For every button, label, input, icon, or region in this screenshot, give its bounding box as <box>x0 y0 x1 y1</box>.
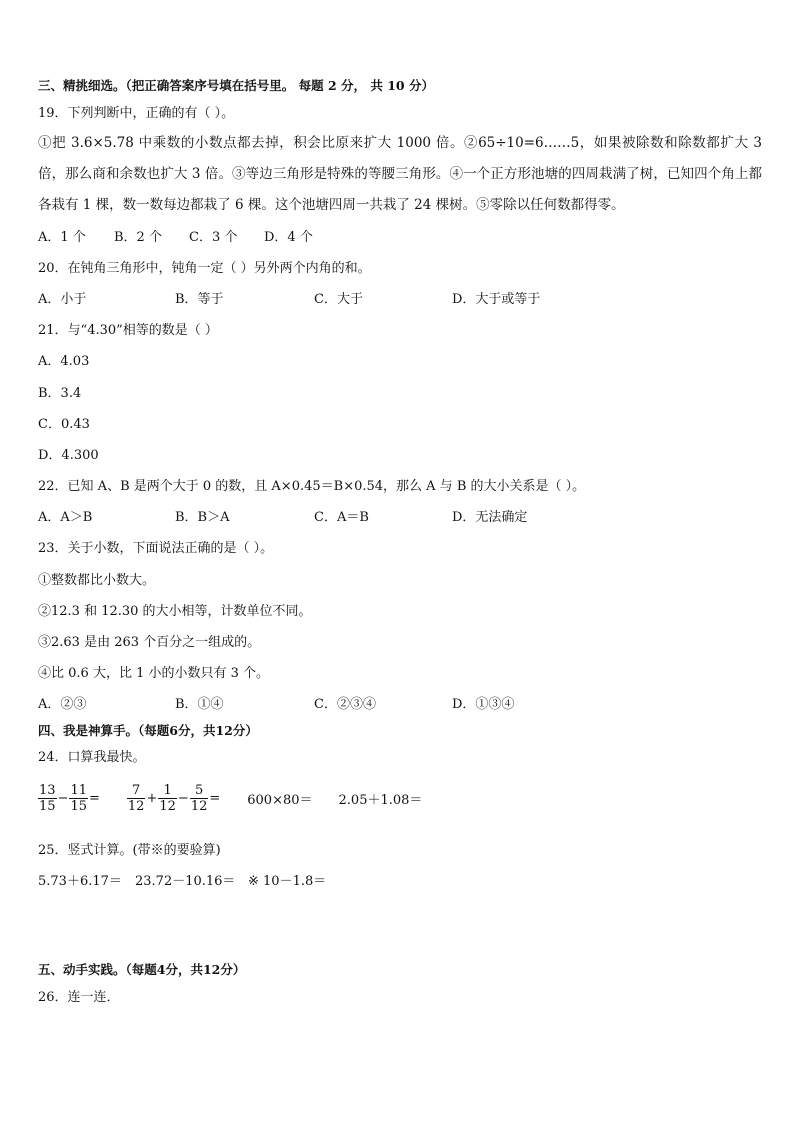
q23-option-a[interactable]: A．②③ <box>38 697 87 712</box>
q22-option-c[interactable]: C．A＝B <box>314 510 369 525</box>
q26-stem: 26．连一连． <box>38 990 120 1005</box>
q21-option-c[interactable]: C．0.43 <box>38 417 90 432</box>
q19-option-d[interactable]: D．4 个 <box>264 230 313 245</box>
q24-e2-operator-2: − <box>177 791 189 806</box>
q23-statement-3: ③2.63 是由 263 个百分之一组成的。 <box>38 635 261 650</box>
q24-stem: 24．口算我最快。 <box>38 750 146 765</box>
q25-stem: 25．竖式计算。(带※的要验算) <box>38 843 221 858</box>
q19-body: ①把 3.6×5.78 中乘数的小数点都去掉，积会比原来扩大 1000 倍。②65÷10=6……5，如果被除数和除数都扩大 3 倍，那么商和余数也扩大 3 倍。③等边三角形是特殊的等腰三角形。④一个正方形池塘的四周栽满了树，已知四个角上都各栽有 1 棵，数一数每边都栽了 6 棵。这个池塘四周一共栽了 24 棵树。⑤零除以任何数都得零。 <box>38 135 762 213</box>
section-5-title: 五、动手实践。（每题4分，共12分） <box>38 962 246 977</box>
q23-option-c[interactable]: C．②③④ <box>314 697 376 712</box>
q20-option-b[interactable]: B．等于 <box>175 292 224 307</box>
q23-statement-1: ①整数都比小数大。 <box>38 573 156 588</box>
q19-option-c[interactable]: C．3 个 <box>189 230 238 245</box>
q21-stem: 21．与“4.30”相等的数是（ ） <box>38 323 218 338</box>
section-3-title: 三、精挑细选。（把正确答案序号填在括号里。 每题 2 分， 共 10 分） <box>38 78 434 93</box>
q19-option-a[interactable]: A．1 个 <box>38 230 86 245</box>
q23-stem: 23．关于小数，下面说法正确的是（ ）。 <box>38 541 274 556</box>
q24-e2-equals: = <box>209 791 221 806</box>
q24-expressions <box>38 783 422 814</box>
q21-option-d[interactable]: D．4.300 <box>38 448 99 463</box>
q24-e1-equals: = <box>89 791 100 806</box>
q21-option-a[interactable]: A．4.03 <box>38 354 90 369</box>
q22-option-b[interactable]: B．B＞A <box>175 510 230 525</box>
q19-option-b[interactable]: B．2 个 <box>114 230 162 245</box>
q25-item-2: 23.72－10.16＝ <box>135 874 236 889</box>
q24-e1-fraction-a: $\frac{13}{15}$ <box>39 783 56 814</box>
q25-item-1: 5.73＋6.17＝ <box>38 874 122 889</box>
q24-e2-operator-1: + <box>146 791 158 806</box>
q23-option-b[interactable]: B．①④ <box>175 697 224 712</box>
q22-option-d[interactable]: D．无法确定 <box>452 510 528 525</box>
q22-stem: 22．已知 A、B 是两个大于 0 的数，且 A×0.45＝B×0.54，那么 A 与 B 的大小关系是（ ）。 <box>38 479 586 494</box>
q19-stem: 19．下列判断中，正确的有（ ）。 <box>38 106 235 121</box>
q23-statement-2: ②12.3 和 12.30 的大小相等，计数单位不同。 <box>38 604 312 619</box>
q25-item-3: ※ 10－1.8＝ <box>248 874 327 889</box>
q20-option-d[interactable]: D．大于或等于 <box>452 292 541 307</box>
q24-e1-operator: − <box>57 791 69 806</box>
q20-option-c[interactable]: C．大于 <box>314 292 363 307</box>
q24-e4: 2.05＋1.08＝ <box>338 793 423 808</box>
q21-option-b[interactable]: B．3.4 <box>38 386 82 401</box>
q23-option-d[interactable]: D．①③④ <box>452 697 515 712</box>
q22-option-a[interactable]: A．A＞B <box>38 510 93 525</box>
q24-e2-fraction-c: $\frac{5}{12}$ <box>190 783 208 814</box>
q24-e2-fraction-b: $\frac{1}{12}$ <box>159 783 176 814</box>
q24-e1-fraction-b: $\frac{11}{15}$ <box>70 783 87 814</box>
q20-stem: 20．在钝角三角形中，钝角一定（ ）另外两个内角的和。 <box>38 261 371 276</box>
q24-e3: 600×80＝ <box>247 793 313 808</box>
q24-e2-fraction-a: $\frac{7}{12}$ <box>127 783 145 814</box>
section-4-title: 四、我是神算手。（每题6分，共12分） <box>38 723 258 738</box>
q23-statement-4: ④比 0.6 大，比 1 小的小数只有 3 个。 <box>38 666 270 681</box>
q20-option-a[interactable]: A．小于 <box>38 292 87 307</box>
